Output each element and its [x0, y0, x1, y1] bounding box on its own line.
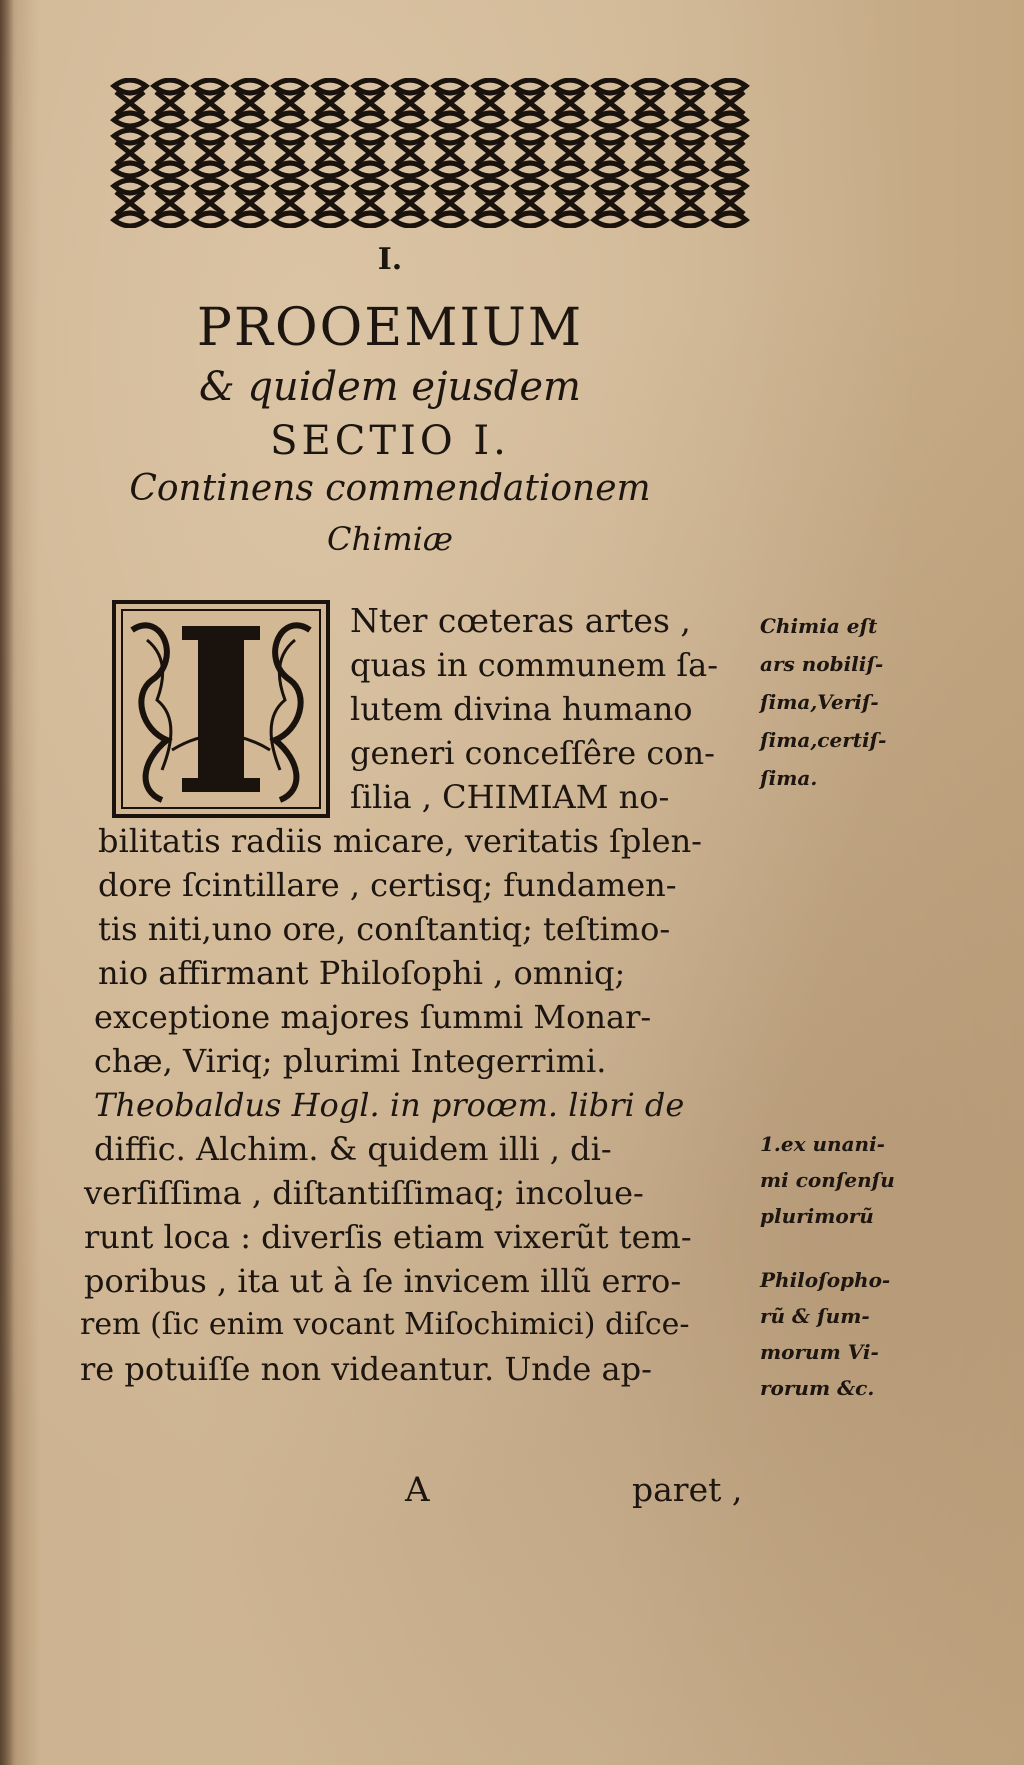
text-line: poribus , ita ut à ſe invicem illũ erro-	[84, 1262, 682, 1300]
margin-note-line: mi conſenſu	[760, 1168, 895, 1192]
text-line: generi conceſſêre con-	[350, 734, 715, 772]
text-line: runt loca : diverſis etiam vixerũt tem-	[84, 1218, 692, 1256]
margin-note-line: ars nobiliſ-	[760, 652, 884, 676]
margin-note-line: 1.ex unani-	[760, 1132, 885, 1156]
margin-note-line: Philoſopho-	[760, 1268, 891, 1292]
margin-note-line: rorum &c.	[760, 1376, 875, 1400]
text-line: verſiſſima , diſtantiſſimaq; incolue-	[84, 1174, 644, 1212]
margin-note-line: ſima,certiſ-	[760, 728, 887, 752]
margin-note-line: plurimorũ	[760, 1204, 874, 1228]
text-line: diffic. Alchim. & quidem illi , di-	[94, 1130, 612, 1168]
margin-note-line: ſima.	[760, 766, 818, 790]
ornamental-headpiece	[110, 78, 750, 228]
text-line: rem (ſic enim vocant Miſochimici) diſce-	[80, 1307, 690, 1342]
text-line: quas in communem ſa-	[350, 646, 719, 684]
decorated-initial-i	[112, 600, 330, 818]
signature-mark: A	[405, 1470, 430, 1510]
margin-note-line: Chimia eſt	[760, 614, 878, 638]
section-contents: Continens commendationem	[129, 468, 651, 509]
text-line: lutem divina humano	[350, 690, 693, 728]
margin-note-line: morum Vi-	[760, 1340, 879, 1364]
text-line: exceptione majores ſummi Monar-	[94, 998, 652, 1036]
text-line: re potuiſſe non videantur. Unde ap-	[80, 1350, 652, 1388]
section-heading: SECTIO I.	[270, 418, 510, 464]
text-line: tis niti,uno ore, conſtantiq; teſtimo-	[98, 910, 671, 948]
chapter-subtitle: & quidem ejusdem	[199, 364, 581, 410]
text-line: dore ſcintillare , certisq; fundamen-	[98, 866, 677, 904]
section-number: I.	[377, 242, 403, 277]
text-line: chæ, Viriq; plurimi Integerrimi.	[94, 1042, 607, 1080]
text-line: ſilia , CHIMIAM no-	[350, 778, 670, 816]
chapter-title	[0, 298, 780, 358]
text-line: Nter cœteras artes ,	[350, 601, 691, 640]
text-line: bilitatis radiis micare, veritatis ſplen-	[98, 822, 702, 860]
text-line: Theobaldus Hogl. in proœm. libri de	[94, 1086, 685, 1124]
catchword: paret ,	[632, 1470, 743, 1509]
section-contents-line2: Chimiæ	[327, 520, 453, 558]
margin-note-line: ſima,Veriſ-	[760, 690, 879, 714]
chapter-title-text: PROOEMIUM	[196, 298, 584, 358]
text-line: nio affirmant Philoſophi , omniq;	[98, 954, 626, 992]
margin-note-line: rũ & ſum-	[760, 1304, 870, 1328]
